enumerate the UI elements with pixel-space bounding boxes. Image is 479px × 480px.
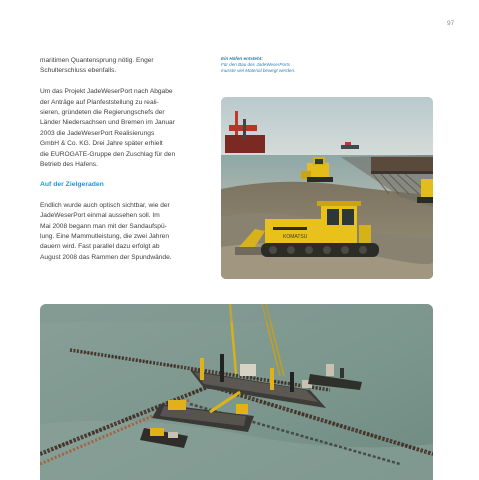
paragraph-intro — [40, 56, 200, 77]
caption-line: musste viel Material bewegt werden. — [221, 68, 296, 73]
text-line: Um das Projekt JadeWeserPort nach Abgabe — [40, 88, 173, 96]
text-line: sieren, gründeten die Regierungschefs der — [40, 109, 165, 117]
paragraph-final-stretch — [40, 201, 200, 263]
caption-line: Für den Bau des JadeWeserPorts — [221, 62, 291, 67]
text-line: lung. Eine Mammutleistung, die zwei Jahren — [40, 233, 170, 241]
text-line: GmbH & Co. KG. Drei Jahre später erhielt — [40, 140, 163, 148]
svg-text:KOMATSU: KOMATSU — [283, 234, 308, 240]
text-line: dauern wird. Fast parallel dazu erfolgt ab — [40, 243, 160, 251]
text-line: JadeWeserPort einmal aussehen soll. Im — [40, 212, 160, 220]
caption-title: Ein Hafen entsteht: — [221, 56, 263, 61]
text-line: Mai 2008 begann man mit der Sandaufspü- — [40, 222, 167, 230]
photo-caption — [221, 56, 411, 74]
text-line: Betrieb des Hafens. — [40, 161, 98, 169]
bulldozer-photo — [221, 97, 433, 279]
text-line: Schulterschluss ebenfalls. — [40, 67, 117, 75]
paragraph-realisation — [40, 87, 200, 170]
text-line: maritimen Quantensprung nötig. Enger — [40, 57, 154, 64]
section-subheading: Auf der Zielgeraden — [40, 181, 104, 189]
text-line: Länder Niedersachsen und Bremen im Januar — [40, 119, 175, 127]
text-line: August 2008 das Rammen der Spundwände. — [40, 253, 172, 261]
text-line: die EUROGATE-Gruppe den Zuschlag für den — [40, 150, 176, 158]
body-text-column — [40, 56, 200, 263]
aerial-construction-photo — [40, 304, 433, 480]
page-number: 97 — [447, 20, 455, 27]
text-line: der Anträge auf Planfeststellung zu reali- — [40, 98, 159, 106]
text-line: 2003 die JadeWeserPort Realisierungs — [40, 129, 155, 137]
text-line: Endlich wurde auch optisch sichtbar, wie der — [40, 201, 170, 209]
